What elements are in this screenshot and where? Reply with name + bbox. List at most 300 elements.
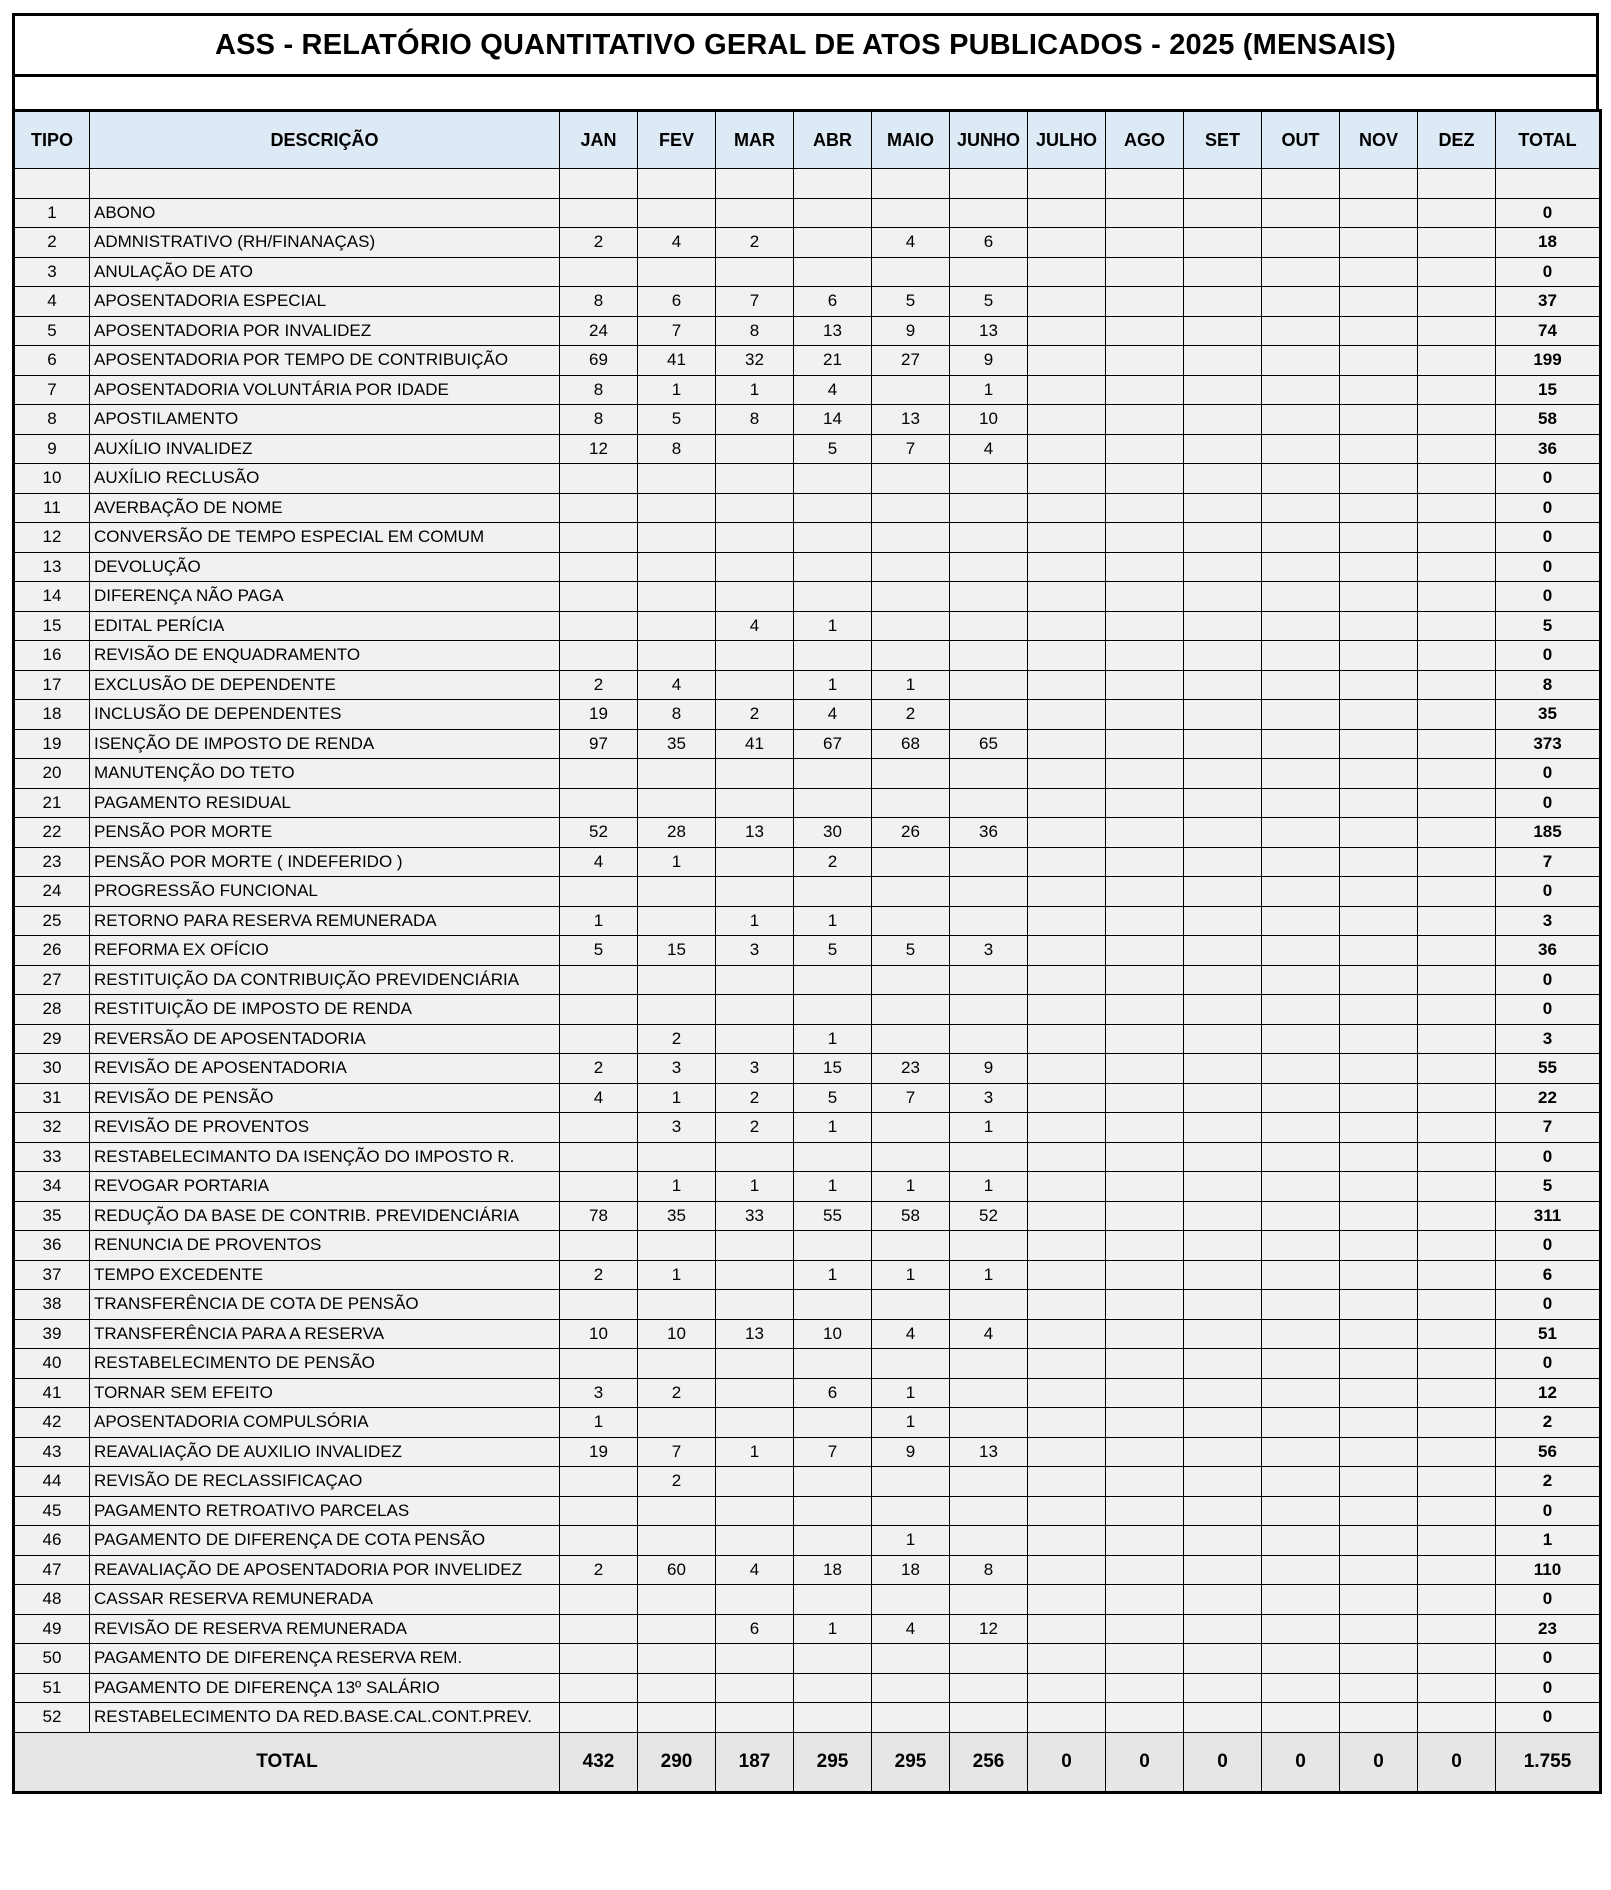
month-cell	[1418, 1703, 1496, 1733]
month-cell	[794, 788, 872, 818]
month-cell	[794, 493, 872, 523]
tipo-cell: 39	[14, 1319, 90, 1349]
month-cell	[1106, 641, 1184, 671]
month-cell: 1	[872, 1260, 950, 1290]
descricao-cell: ABONO	[90, 198, 560, 228]
month-cell: 8	[950, 1555, 1028, 1585]
month-cell	[950, 1467, 1028, 1497]
month-cell	[716, 552, 794, 582]
month-total-cell: 0	[1340, 1732, 1418, 1792]
month-cell	[872, 965, 950, 995]
month-cell	[1028, 1526, 1106, 1556]
table-row	[14, 1024, 1601, 1054]
table-row	[14, 788, 1601, 818]
tipo-cell: 16	[14, 641, 90, 671]
month-cell	[1184, 1201, 1262, 1231]
row-total-cell: 0	[1496, 1585, 1601, 1615]
row-total-cell: 74	[1496, 316, 1601, 346]
table-row	[14, 818, 1601, 848]
tipo-cell: 35	[14, 1201, 90, 1231]
month-cell	[1340, 877, 1418, 907]
tipo-cell: 47	[14, 1555, 90, 1585]
month-cell	[1418, 729, 1496, 759]
descricao-cell: REVISÃO DE ENQUADRAMENTO	[90, 641, 560, 671]
month-cell: 1	[638, 375, 716, 405]
tipo-cell: 45	[14, 1496, 90, 1526]
month-cell	[716, 1260, 794, 1290]
month-cell	[1340, 228, 1418, 258]
month-cell	[1028, 464, 1106, 494]
month-cell	[1106, 464, 1184, 494]
month-cell	[1340, 1408, 1418, 1438]
month-cell	[872, 523, 950, 553]
month-cell	[560, 464, 638, 494]
month-cell: 24	[560, 316, 638, 346]
tipo-cell: 41	[14, 1378, 90, 1408]
month-cell	[1340, 1467, 1418, 1497]
month-cell	[794, 1526, 872, 1556]
tipo-cell: 40	[14, 1349, 90, 1379]
column-header-nov: NOV	[1340, 111, 1418, 169]
month-cell	[1184, 1083, 1262, 1113]
month-cell	[950, 1408, 1028, 1438]
month-cell	[872, 1585, 950, 1615]
month-cell	[716, 523, 794, 553]
month-cell	[1418, 1408, 1496, 1438]
month-cell	[1028, 346, 1106, 376]
month-cell	[950, 257, 1028, 287]
month-cell	[638, 641, 716, 671]
table-row	[14, 1260, 1601, 1290]
month-cell	[1106, 1585, 1184, 1615]
month-cell	[794, 1703, 872, 1733]
tipo-cell: 50	[14, 1644, 90, 1674]
month-cell	[1028, 493, 1106, 523]
month-cell	[950, 1526, 1028, 1556]
month-cell	[1028, 788, 1106, 818]
month-cell	[560, 1113, 638, 1143]
column-header-junho: JUNHO	[950, 111, 1028, 169]
month-cell	[1418, 1319, 1496, 1349]
month-cell	[1340, 405, 1418, 435]
month-cell: 1	[872, 1172, 950, 1202]
descricao-cell: APOSENTADORIA VOLUNTÁRIA POR IDADE	[90, 375, 560, 405]
month-cell	[872, 611, 950, 641]
month-cell	[1340, 759, 1418, 789]
month-cell	[794, 198, 872, 228]
month-cell	[1106, 434, 1184, 464]
row-total-cell: 0	[1496, 1703, 1601, 1733]
table-row	[14, 1673, 1601, 1703]
month-cell	[638, 1408, 716, 1438]
month-cell	[1184, 493, 1262, 523]
month-cell	[1340, 1526, 1418, 1556]
descricao-cell: AUXÍLIO INVALIDEZ	[90, 434, 560, 464]
month-cell	[638, 1290, 716, 1320]
table-row	[14, 1585, 1601, 1615]
month-cell	[950, 700, 1028, 730]
month-cell	[638, 464, 716, 494]
month-cell	[1028, 670, 1106, 700]
month-cell	[1340, 729, 1418, 759]
month-cell	[794, 1496, 872, 1526]
month-cell: 2	[716, 1083, 794, 1113]
month-cell	[1262, 1644, 1340, 1674]
month-cell	[560, 1703, 638, 1733]
month-cell	[1106, 1644, 1184, 1674]
month-cell: 18	[794, 1555, 872, 1585]
month-cell: 52	[560, 818, 638, 848]
month-cell: 1	[638, 1260, 716, 1290]
month-cell	[1106, 493, 1184, 523]
month-cell	[560, 198, 638, 228]
month-cell	[794, 228, 872, 258]
month-cell	[560, 877, 638, 907]
month-cell	[638, 1231, 716, 1261]
row-total-cell: 51	[1496, 1319, 1601, 1349]
month-cell	[1418, 582, 1496, 612]
descricao-cell: PAGAMENTO DE DIFERENÇA RESERVA REM.	[90, 1644, 560, 1674]
month-cell	[1340, 1496, 1418, 1526]
month-cell	[1106, 877, 1184, 907]
month-cell	[1028, 1408, 1106, 1438]
month-cell	[1106, 1172, 1184, 1202]
tipo-cell: 48	[14, 1585, 90, 1615]
month-cell	[638, 1614, 716, 1644]
month-cell	[1184, 995, 1262, 1025]
month-cell	[1028, 1349, 1106, 1379]
month-cell: 1	[716, 1172, 794, 1202]
month-cell	[1184, 198, 1262, 228]
table-row	[14, 375, 1601, 405]
table-row	[14, 877, 1601, 907]
month-cell	[560, 611, 638, 641]
month-cell	[1184, 877, 1262, 907]
table-row	[14, 552, 1601, 582]
month-cell	[1262, 641, 1340, 671]
month-cell	[716, 1467, 794, 1497]
month-cell	[1262, 316, 1340, 346]
row-total-cell: 0	[1496, 995, 1601, 1025]
month-cell: 13	[716, 1319, 794, 1349]
month-cell: 8	[716, 405, 794, 435]
month-cell: 58	[872, 1201, 950, 1231]
month-cell: 9	[872, 1437, 950, 1467]
month-cell	[872, 1703, 950, 1733]
month-cell	[1418, 257, 1496, 287]
month-cell	[1262, 965, 1340, 995]
month-cell: 69	[560, 346, 638, 376]
month-cell: 13	[950, 1437, 1028, 1467]
table-row	[14, 670, 1601, 700]
month-cell	[1106, 1614, 1184, 1644]
month-cell: 13	[872, 405, 950, 435]
row-total-cell: 0	[1496, 1231, 1601, 1261]
month-cell	[1262, 729, 1340, 759]
month-cell	[1340, 1555, 1418, 1585]
month-cell	[1418, 316, 1496, 346]
month-cell: 7	[638, 316, 716, 346]
month-cell	[716, 1526, 794, 1556]
row-total-cell: 0	[1496, 877, 1601, 907]
month-cell	[1106, 198, 1184, 228]
month-cell	[1184, 434, 1262, 464]
month-cell: 5	[794, 1083, 872, 1113]
month-cell	[1340, 464, 1418, 494]
descricao-cell: PENSÃO POR MORTE	[90, 818, 560, 848]
descricao-cell: APOSTILAMENTO	[90, 405, 560, 435]
month-cell	[1340, 1024, 1418, 1054]
month-cell	[794, 641, 872, 671]
month-cell: 12	[950, 1614, 1028, 1644]
month-cell	[1184, 316, 1262, 346]
column-header-abr: ABR	[794, 111, 872, 169]
row-total-cell: 8	[1496, 670, 1601, 700]
month-cell	[1028, 818, 1106, 848]
month-cell	[716, 1703, 794, 1733]
month-cell: 18	[872, 1555, 950, 1585]
month-cell: 4	[872, 1614, 950, 1644]
month-cell	[716, 582, 794, 612]
month-cell	[1340, 1378, 1418, 1408]
month-cell	[1028, 847, 1106, 877]
column-header-descricao: DESCRIÇÃO	[90, 111, 560, 169]
table-row	[14, 1172, 1601, 1202]
month-cell: 1	[794, 1113, 872, 1143]
month-cell	[1340, 582, 1418, 612]
month-cell	[1418, 1231, 1496, 1261]
row-total-cell: 23	[1496, 1614, 1601, 1644]
descricao-cell: CONVERSÃO DE TEMPO ESPECIAL EM COMUM	[90, 523, 560, 553]
month-cell	[872, 641, 950, 671]
tipo-cell: 20	[14, 759, 90, 789]
tipo-cell: 46	[14, 1526, 90, 1556]
month-cell	[1340, 523, 1418, 553]
month-cell	[1106, 1083, 1184, 1113]
month-total-cell: 0	[1106, 1732, 1184, 1792]
month-cell	[1340, 1673, 1418, 1703]
descricao-cell: RESTITUIÇÃO DA CONTRIBUIÇÃO PREVIDENCIÁRIA	[90, 965, 560, 995]
month-cell	[1418, 641, 1496, 671]
month-cell	[1340, 1260, 1418, 1290]
month-cell	[794, 523, 872, 553]
month-cell	[1106, 1526, 1184, 1556]
descricao-cell: PAGAMENTO RESIDUAL	[90, 788, 560, 818]
month-cell	[1262, 1054, 1340, 1084]
header-gap	[14, 169, 1601, 199]
month-cell	[1184, 641, 1262, 671]
month-cell	[950, 1496, 1028, 1526]
row-total-cell: 0	[1496, 198, 1601, 228]
month-cell: 3	[950, 936, 1028, 966]
month-cell	[950, 1349, 1028, 1379]
month-cell	[638, 1349, 716, 1379]
column-header-julho: JULHO	[1028, 111, 1106, 169]
descricao-cell: RESTABELECIMANTO DA ISENÇÃO DO IMPOSTO R.	[90, 1142, 560, 1172]
tipo-cell: 17	[14, 670, 90, 700]
month-cell	[1418, 1673, 1496, 1703]
tipo-cell: 43	[14, 1437, 90, 1467]
table-row	[14, 434, 1601, 464]
month-cell	[1262, 523, 1340, 553]
month-cell	[560, 1526, 638, 1556]
month-cell	[1418, 788, 1496, 818]
month-cell	[1106, 316, 1184, 346]
row-total-cell: 0	[1496, 1142, 1601, 1172]
month-cell: 27	[872, 346, 950, 376]
month-cell	[950, 1142, 1028, 1172]
table-row	[14, 965, 1601, 995]
month-cell: 2	[638, 1467, 716, 1497]
month-cell	[1028, 1467, 1106, 1497]
month-cell: 10	[950, 405, 1028, 435]
month-cell	[1028, 375, 1106, 405]
month-cell	[1106, 1290, 1184, 1320]
month-cell	[950, 1585, 1028, 1615]
month-cell	[1340, 346, 1418, 376]
month-cell	[1184, 257, 1262, 287]
month-cell	[1340, 493, 1418, 523]
month-cell	[716, 847, 794, 877]
tipo-cell: 25	[14, 906, 90, 936]
month-cell	[1418, 818, 1496, 848]
month-cell	[716, 1349, 794, 1379]
table-row	[14, 493, 1601, 523]
month-cell	[638, 198, 716, 228]
month-total-cell: 432	[560, 1732, 638, 1792]
month-cell	[560, 759, 638, 789]
month-cell	[950, 1231, 1028, 1261]
month-cell: 1	[560, 906, 638, 936]
month-cell	[1262, 1172, 1340, 1202]
month-cell: 7	[638, 1437, 716, 1467]
month-cell: 9	[950, 1054, 1028, 1084]
month-cell	[1262, 346, 1340, 376]
month-cell	[1184, 1231, 1262, 1261]
descricao-cell: REFORMA EX OFÍCIO	[90, 936, 560, 966]
month-cell: 2	[716, 700, 794, 730]
month-total-cell: 0	[1184, 1732, 1262, 1792]
month-cell	[716, 1142, 794, 1172]
month-cell: 7	[872, 1083, 950, 1113]
month-cell	[1184, 1673, 1262, 1703]
month-cell	[1106, 759, 1184, 789]
tipo-cell: 24	[14, 877, 90, 907]
month-cell	[1262, 788, 1340, 818]
month-cell	[1184, 670, 1262, 700]
month-cell	[872, 1644, 950, 1674]
month-cell: 21	[794, 346, 872, 376]
month-cell	[1028, 582, 1106, 612]
month-cell: 3	[638, 1113, 716, 1143]
month-cell	[1262, 936, 1340, 966]
month-cell	[794, 257, 872, 287]
table-row	[14, 582, 1601, 612]
descricao-cell: APOSENTADORIA POR INVALIDEZ	[90, 316, 560, 346]
month-cell	[1262, 1201, 1340, 1231]
month-cell	[1418, 1142, 1496, 1172]
month-cell	[950, 1703, 1028, 1733]
month-cell	[872, 464, 950, 494]
month-cell	[1262, 464, 1340, 494]
tipo-cell: 5	[14, 316, 90, 346]
descricao-cell: RESTITUIÇÃO DE IMPOSTO DE RENDA	[90, 995, 560, 1025]
month-cell	[1106, 582, 1184, 612]
month-cell	[1184, 700, 1262, 730]
month-cell	[1028, 1172, 1106, 1202]
month-cell	[1184, 788, 1262, 818]
month-cell: 36	[950, 818, 1028, 848]
descricao-cell: TORNAR SEM EFEITO	[90, 1378, 560, 1408]
month-cell: 35	[638, 1201, 716, 1231]
month-cell	[638, 523, 716, 553]
month-cell	[1106, 405, 1184, 435]
month-cell: 3	[638, 1054, 716, 1084]
month-cell	[872, 1467, 950, 1497]
month-cell	[1028, 552, 1106, 582]
month-cell	[1262, 1526, 1340, 1556]
month-cell	[560, 1231, 638, 1261]
month-cell	[716, 759, 794, 789]
month-cell	[872, 582, 950, 612]
descricao-cell: REVERSÃO DE APOSENTADORIA	[90, 1024, 560, 1054]
month-cell	[716, 1585, 794, 1615]
month-cell	[950, 906, 1028, 936]
table-row	[14, 346, 1601, 376]
month-cell	[1340, 995, 1418, 1025]
total-label: TOTAL	[14, 1732, 560, 1792]
month-cell: 4	[560, 847, 638, 877]
month-cell: 26	[872, 818, 950, 848]
tipo-cell: 33	[14, 1142, 90, 1172]
month-cell	[1340, 1349, 1418, 1379]
table-row	[14, 1319, 1601, 1349]
month-cell: 9	[872, 316, 950, 346]
descricao-cell: AUXÍLIO RECLUSÃO	[90, 464, 560, 494]
table-row	[14, 287, 1601, 317]
table-row	[14, 1231, 1601, 1261]
table-row	[14, 1644, 1601, 1674]
month-cell	[1106, 1673, 1184, 1703]
month-cell	[1028, 759, 1106, 789]
month-cell	[950, 1673, 1028, 1703]
tipo-cell: 23	[14, 847, 90, 877]
month-cell	[1184, 582, 1262, 612]
month-cell	[1262, 670, 1340, 700]
month-cell	[950, 788, 1028, 818]
month-cell	[1184, 936, 1262, 966]
month-cell: 1	[794, 1260, 872, 1290]
month-cell	[872, 906, 950, 936]
month-cell	[1340, 552, 1418, 582]
month-cell	[716, 1496, 794, 1526]
column-header-out: OUT	[1262, 111, 1340, 169]
month-cell	[1418, 198, 1496, 228]
month-cell: 8	[638, 700, 716, 730]
month-cell	[638, 1673, 716, 1703]
month-cell	[1340, 1703, 1418, 1733]
descricao-cell: ISENÇÃO DE IMPOSTO DE RENDA	[90, 729, 560, 759]
month-cell	[1028, 523, 1106, 553]
month-cell	[1262, 1349, 1340, 1379]
month-total-cell: 0	[1418, 1732, 1496, 1792]
month-cell	[1262, 582, 1340, 612]
month-cell	[1340, 1319, 1418, 1349]
table-row	[14, 1290, 1601, 1320]
month-cell	[638, 1585, 716, 1615]
table-row	[14, 906, 1601, 936]
month-cell	[1262, 1437, 1340, 1467]
